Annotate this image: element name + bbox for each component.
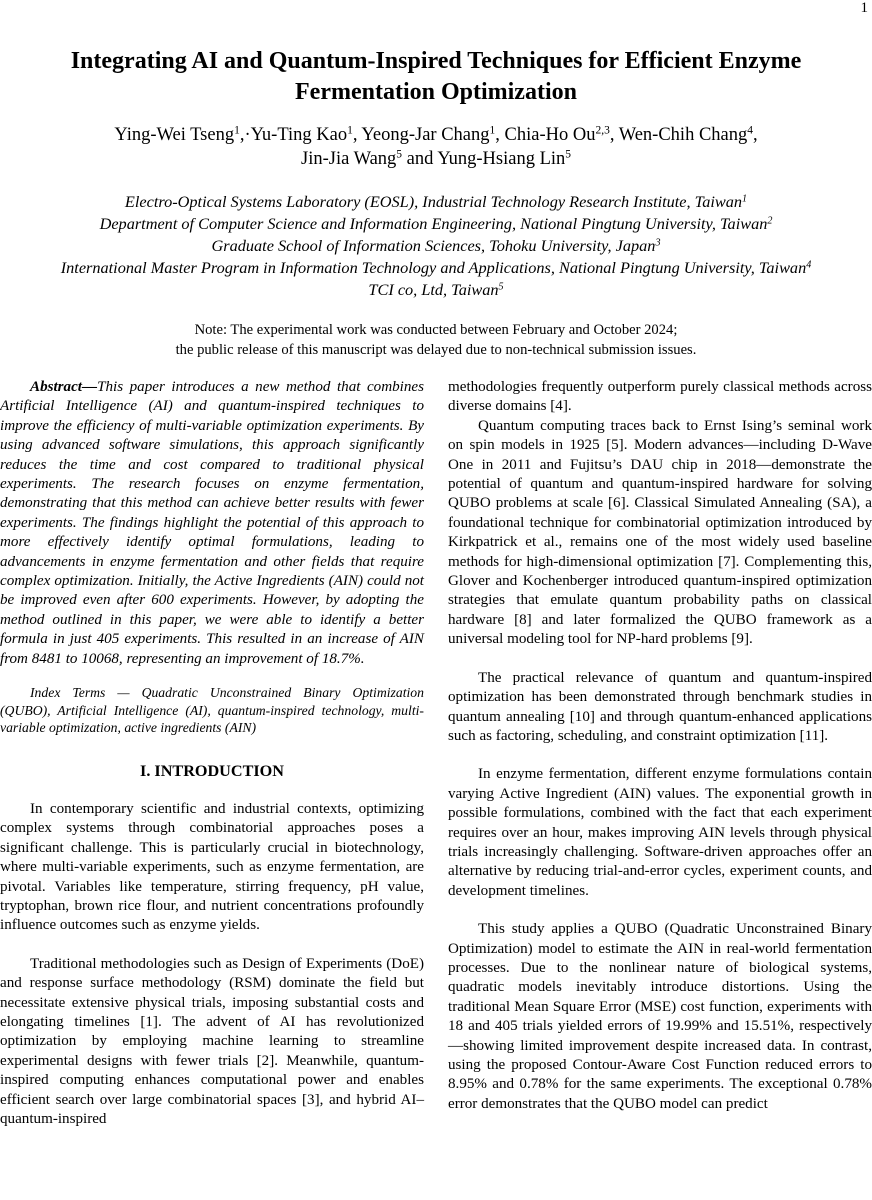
right-column <box>448 378 872 1114</box>
release-note <box>0 320 872 360</box>
index-terms: Index Terms — Quadratic Unconstrained Binary Optimization (QUBO), Artificial Intelligence (AI), quantum-inspired technology, multi-variable optimization, active ingredients (AIN) <box>0 685 424 736</box>
author: Chia-Ho Ou <box>504 125 596 145</box>
author: Ying-Wei Tseng <box>114 125 235 145</box>
author: Yung-Hsiang Lin <box>437 149 566 169</box>
left-column <box>0 378 424 1129</box>
paper-title: Integrating AI and Quantum-Inspired Techniques for Efficient Enzyme Fermentation Optimization <box>70 48 802 105</box>
body-paragraph: Quantum computing traces back to Ernst Ising’s seminal work on spin models in 1925 [5]. Modern advances—including D-Wave One in 2011 and Fujitsu’s DAU chip in 2018—demonstrate the potential of quantum and quantum-inspired hardware for solving QUBO problems at scale [6]. Classical Simulated Annealing (SA), a foundational technique for combinatorial optimization introduced by Kirkpatrick et al., remains one of the most widely used baseline methods for high-dimensional optimization [7]. Complementing this, Glover and Kochenberger introduced quantum-inspired optimization strategies that emulate quantum probability paths on classical hardware [8] and later formalized the QUBO framework as a universal modeling tool for NP-hard problems [9]. <box>448 417 872 648</box>
author-affiliation-mark: 5 <box>565 148 571 161</box>
body-paragraph: The practical relevance of quantum and quantum-inspired optimization has been demonstrated through benchmark studies in quantum annealing [10] and through quantum-enhanced applications such as factoring, scheduling, and constraint optimization [11]. <box>448 669 872 744</box>
author-line-1: Ying-Wei Tseng$^1$,·Yu-Ting Kao$^1$, Yeong-Jar Chang$^1$, Chia-Ho Ou$^{2,3}$, Wen-Chih Chang$^4$, <box>114 124 758 145</box>
author-affiliation-mark: 1 <box>489 124 496 137</box>
abstract-label: Abstract— <box>30 379 98 395</box>
affiliation-list <box>0 191 872 301</box>
author: Yeong-Jar Chang <box>361 125 490 145</box>
author: Jin-Jia Wang <box>301 149 397 169</box>
author-line-2: Jin-Jia Wang$^5$ and Yung-Hsiang Lin$^5$ <box>301 148 571 169</box>
author: Yu-Ting Kao <box>250 125 348 145</box>
abstract <box>0 378 424 669</box>
author: Wen-Chih Chang <box>618 125 748 145</box>
section-heading-introduction: I. INTRODUCTION <box>140 761 284 780</box>
body-paragraph: In enzyme fermentation, different enzyme formulations contain varying Active Ingredient (AIN) values. The exponential growth in possible formulations, combined with the fact that each experiment requires over an hour, makes improving AIN levels through physical trials increasingly challenging. Software-driven approaches offer an alternative by reducing trial-and-error cycles, experiment counts, and development timelines. <box>448 766 872 899</box>
body-paragraph: Traditional methodologies such as Design of Experiments (DoE) and response surface methodology (RSM) dominate the field but necessitate extensive physical trials, imposing substantial costs and elongating timelines [1]. The advent of AI has revolutionized optimization by employing machine learning to streamline experimental designs with fewer trials [2]. Meanwhile, quantum-inspired computing enhances computational power and enables efficient search over large combinatorial spaces [3], and hybrid AI–quantum-inspired <box>0 955 424 1127</box>
release-note-line: the public release of this manuscript was delayed due to non-technical submission issues. <box>175 342 697 358</box>
author-affiliation-mark: 1 <box>347 124 353 137</box>
author-affiliation-mark: 2,3 <box>595 124 610 137</box>
affiliation: Department of Computer Science and Information Engineering, National Pingtung University, Taiwan$^2$ <box>99 214 773 233</box>
affiliation: TCI co, Ltd, Taiwan$^5$ <box>368 280 504 299</box>
body-paragraph: In contemporary scientific and industrial contexts, optimizing complex systems through combinatorial approaches poses a significant challenge. This is particularly crucial in biotechnology, where multi-variable experiments, such as enzyme fermentation, are pivotal. Variables like temperature, stirring frequency, pH value, tryptophan, brown rice flour, and nutrient concentrations profoundly influence outcomes such as enzyme yields. <box>0 800 424 934</box>
author-affiliation-mark: 1 <box>234 124 240 137</box>
author-list <box>0 123 872 171</box>
affiliation: International Master Program in Information Technology and Applications, National Pingtung University, Taiwan$^4$ <box>60 258 812 277</box>
page-number: 1 <box>860 0 868 16</box>
author-affiliation-mark: 4 <box>747 124 753 137</box>
affiliation: Graduate School of Information Sciences, Tohoku University, Japan$^3$ <box>211 236 661 255</box>
affiliation: Electro-Optical Systems Laboratory (EOSL), Industrial Technology Research Institute, Taiwan$^1$ <box>124 192 748 211</box>
body-paragraph: This study applies a QUBO (Quadratic Unconstrained Binary Optimization) model to estimate the AIN in real-world fermentation processes. Due to the nonlinear nature of biological systems, quadratic models inevitably introduce distortions. Using the traditional Mean Square Error (MSE) cost function, experiments with 18 and 405 trials yielded errors of 19.99% and 15.51%, respectively—showing limited improvement despite increased data. In contrast, using the proposed Contour-Aware Cost Function reduced errors to 8.95% and 0.78% for the same experiments. The exceptional 0.78% error demonstrates that the QUBO model can predict <box>448 921 872 1112</box>
abstract-text: This paper introduces a new method that combines Artificial Intelligence (AI) and quantum-inspired techniques to improve the efficiency of multi-variable optimization experiments. By using advanced software simulations, this approach significantly reduces the time and cost compared to traditional physical experiments. The research focuses on enzyme fermentation, demonstrating that this method can achieve better results with fewer experiments. The findings highlight the potential of this approach to more effectively identify optimal formulations, leading to advancements in enzyme fermentation and other fields that require complex optimization. Initially, the Active Ingredients (AIN) could not be improved even after 600 experiments. However, by adopting the method outlined in this paper, we were able to identify a better formula in just 405 experiments. This resulted in an increase of AIN from 8481 to 10068, representing an improvement of 18.7%. <box>0 379 424 667</box>
release-note-line: Note: The experimental work was conducted between February and October 2024; <box>194 322 678 338</box>
author-affiliation-mark: 5 <box>396 148 403 161</box>
body-paragraph: methodologies frequently outperform purely classical methods across diverse domains [4]. <box>448 379 872 415</box>
